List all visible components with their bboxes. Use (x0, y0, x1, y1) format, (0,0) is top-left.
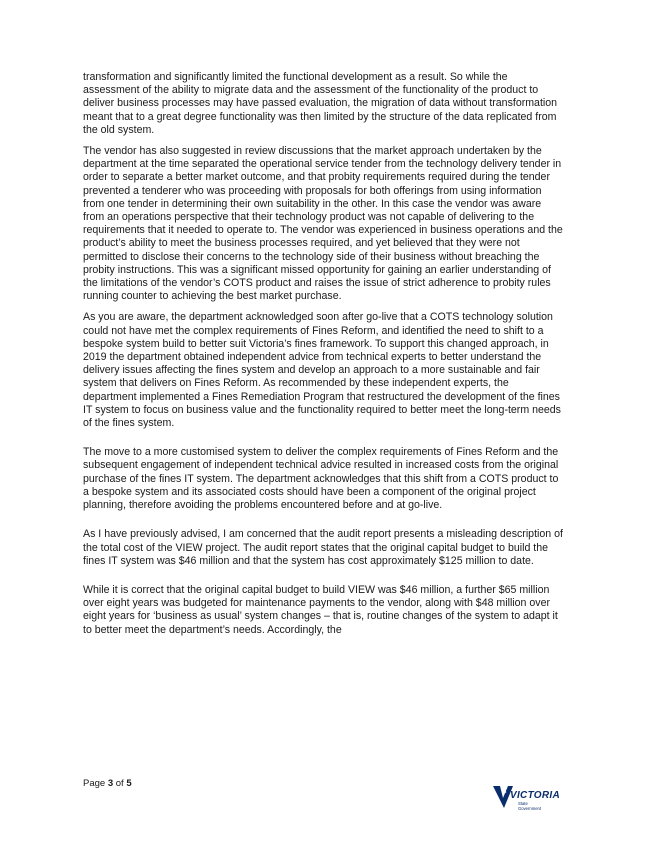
page-word: Page (83, 778, 106, 789)
paragraph-1: transformation and significantly limited the functional development as a result. So while the assessment of the ability to migrate data and the assessment of the functionality of the product to deliver business processes may have passed evaluation, the migration of data without transformation meant that to a great degree functionality was then limited by the structure of the data replicated from the old system. (83, 71, 558, 136)
logo-sub-line-1: State (518, 801, 528, 806)
paragraph-6: While it is correct that the original capital budget to build VIEW was $46 million, a further $65 million over eight years was budgeted for maintenance payments to the vendor, along with $48 million over eight years for ‘business as usual’ system changes – that is, routine changes of the system to adapt it to better meet the department’s needs. Accordingly, the (83, 583, 558, 636)
total-pages: 5 (126, 778, 132, 789)
paragraph-4: The move to a more customised system to deliver the complex requirements of Fines Reform and the subsequent engagement of independent technical advice resulted in increased costs from the original purchase of the fines IT system. The department acknowledges that this shift from a COTS product to a bespoke system and its associated costs should have been a component of the original project planning, therefore avoiding the problems encountered before and at go-live. (83, 446, 559, 512)
logo-subtitle (518, 802, 541, 811)
letter-body (83, 71, 565, 645)
current-page: 3 (107, 778, 114, 789)
paragraph-3: As you are aware, the department acknowledged soon after go-live that a COTS technology solution could not have met the complex requirements of Fines Reform, and identified the need to shift to a bespoke system build to better suit Victoria’s fines framework. To support this changed approach, in 2019 the department obtained independent advice from technical experts to better understand the delivery issues affecting the fines system and develop an approach to a more sustainable and fair system that delivers on Fines Reform. As recommended by these independent experts, the department implemented a Fines Remediation Program that restructured the development of the fines IT system to focus on business value and the functionality required to better meet the long-term needs of the fines system. (83, 311, 561, 430)
logo-word: VICTORIA (510, 790, 560, 801)
paragraph-5: As I have previously advised, I am concerned that the audit report presents a misleading description of the total cost of the VIEW project. The audit report states that the original capital budget to build the fines IT system was $46 million and that the system has cost approximately $125 million to date. (83, 528, 563, 567)
paragraph-2: The vendor has also suggested in review discussions that the market approach undertaken by the department at the time separated the operational service tender from the technology delivery tender in order to separate a better market outcome, and that probity requirements required during the tender prevented a tenderer who was proceeding with proposals for both offerings from using information from one tender in determining their own suitability in the other. In this case the vendor was aware from an operations perspective that their technology product was not capable of delivering to the requirements that it needed to operate to. The vendor was experienced in business operations and the product’s ability to meet the business processes required, and yet believed that they were not permitted to disclose their concerns to the technology side of their business without breaching the probity instructions. This was a significant missed opportunity for gaining an earlier understanding of the limitations of the vendor’s COTS product and raises the issue of strict adherence to probity rules running counter to achieving the best market purchase. (83, 145, 563, 303)
victoria-government-logo (492, 782, 560, 818)
of-word: of (115, 778, 124, 789)
logo-sub-line-2: Government (518, 805, 542, 811)
page-number (83, 778, 132, 790)
